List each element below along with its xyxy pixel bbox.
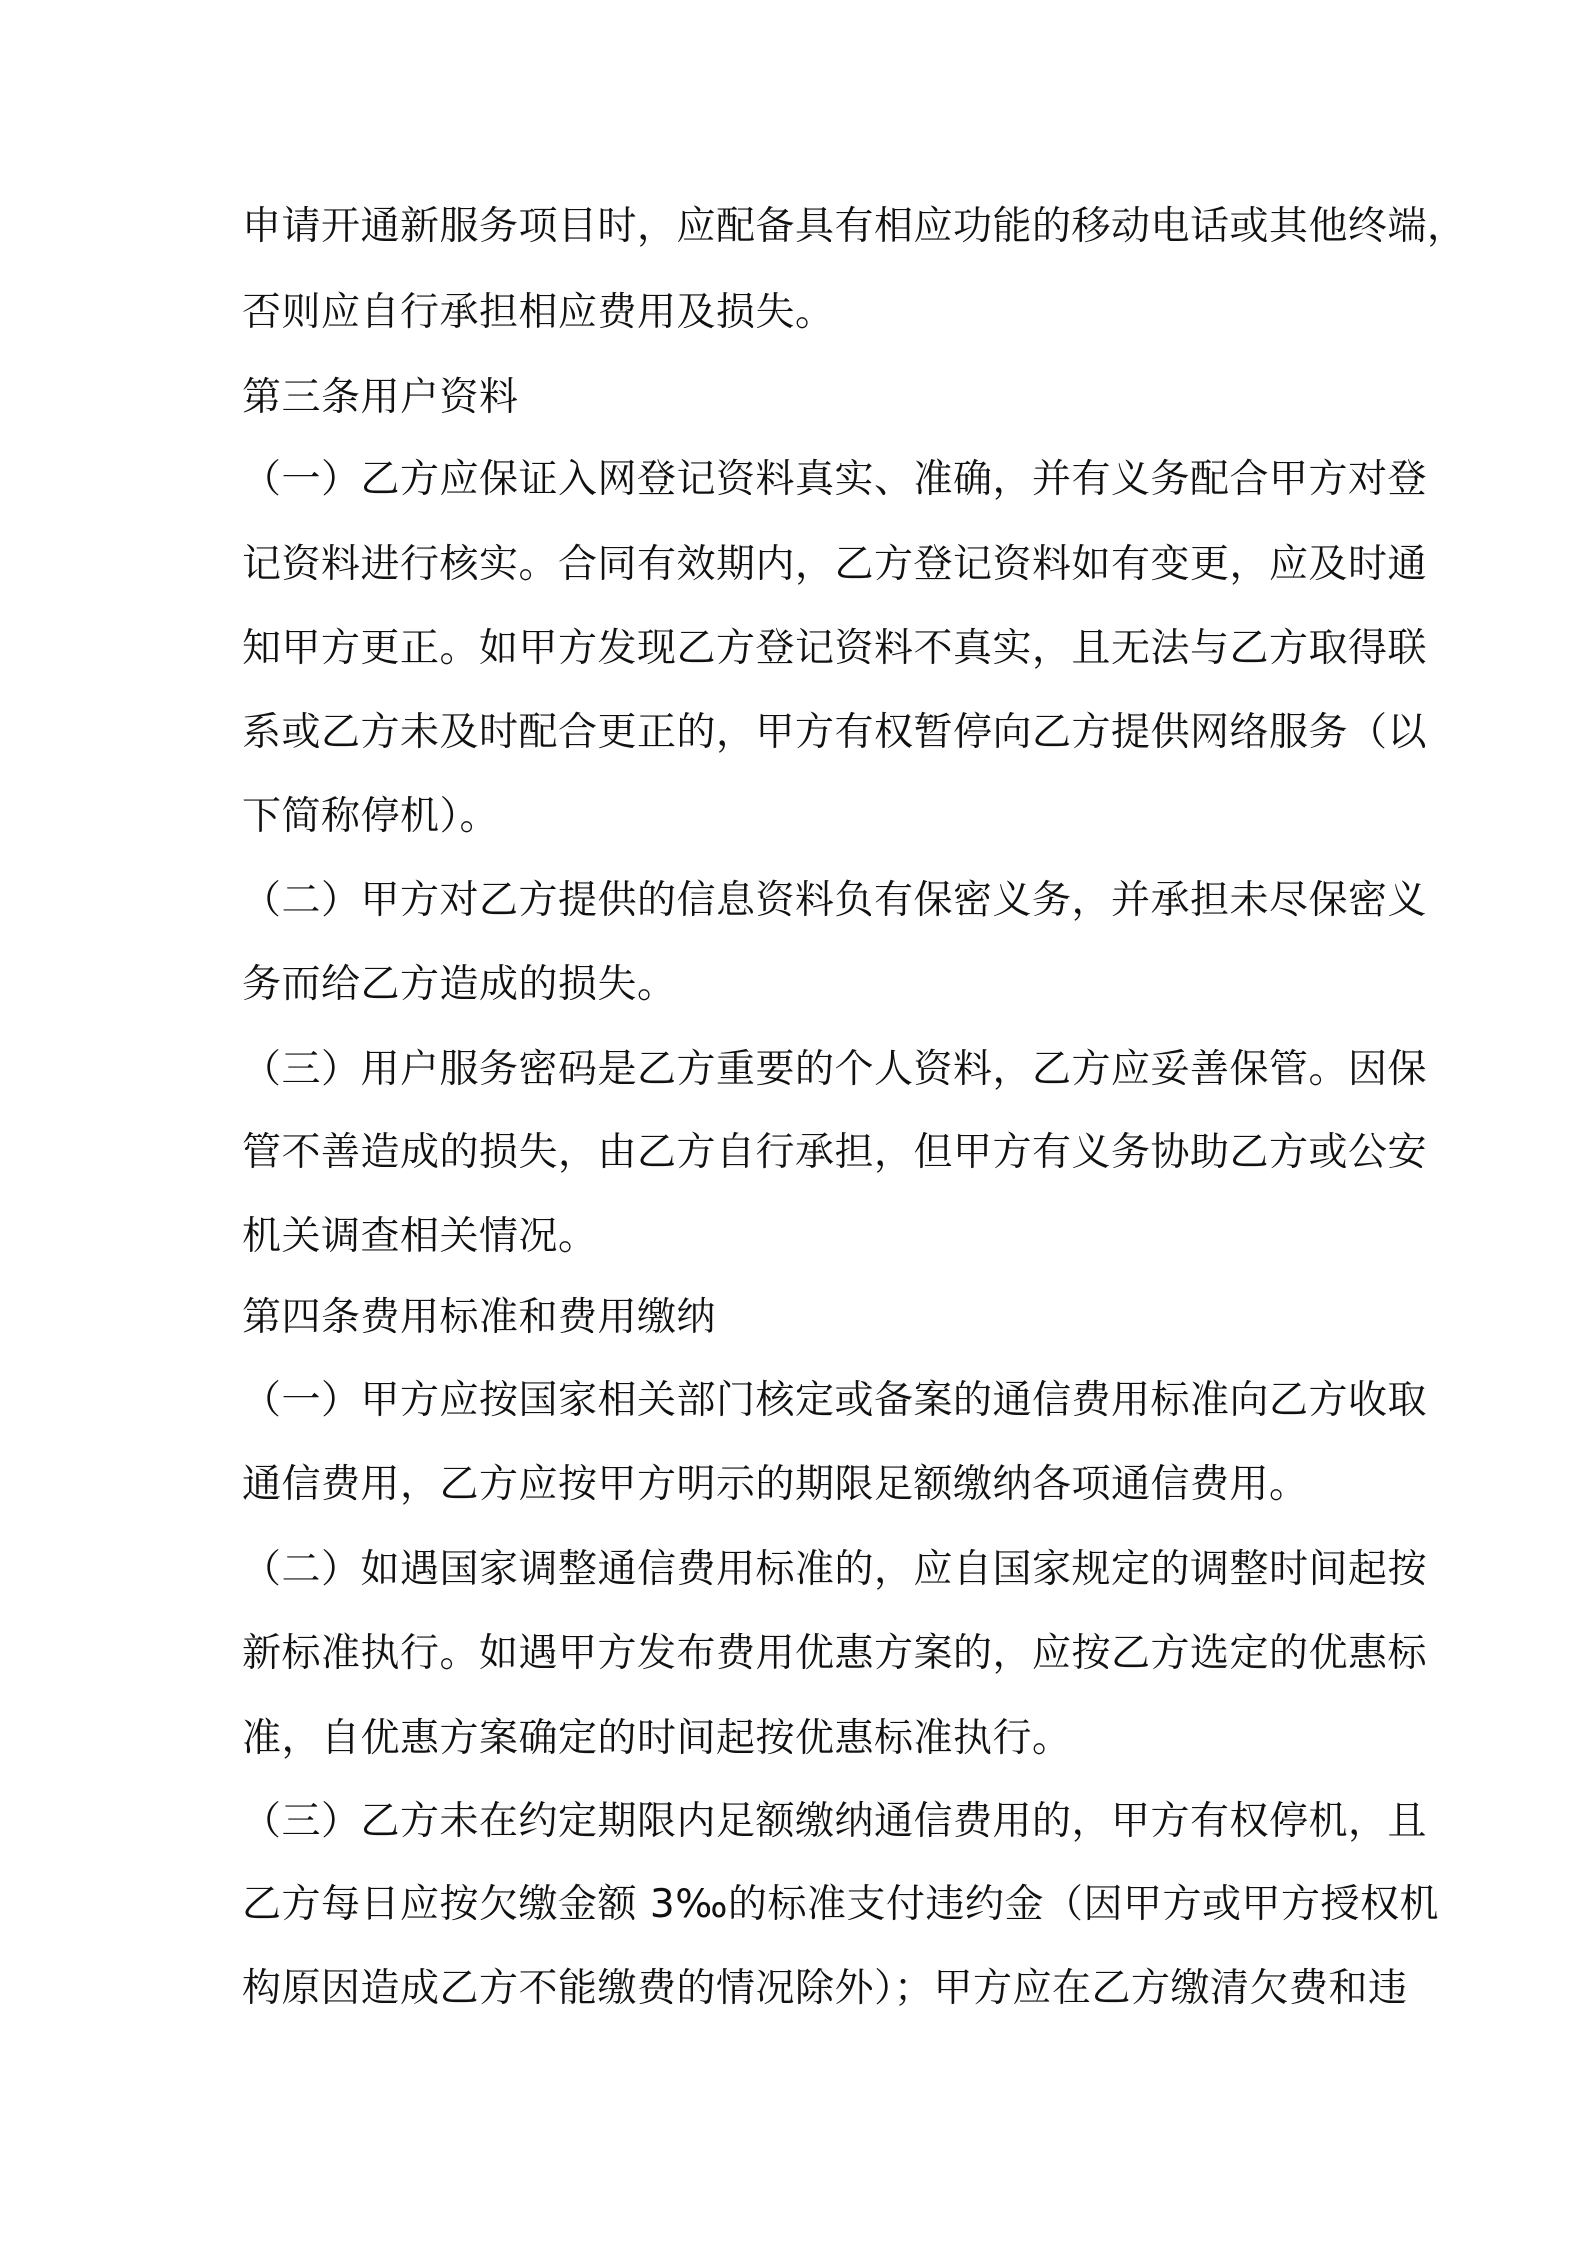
section-heading: 第四条费用标准和费用缴纳 [242, 1295, 717, 1340]
body-text-line: 务而给乙方造成的损失。 [242, 962, 677, 1007]
section-heading: 第三条用户资料 [242, 375, 519, 420]
body-text-line: 管不善造成的损失，由乙方自行承担，但甲方有义务协助乙方或公安 [242, 1130, 1428, 1175]
body-text-line: （三）乙方未在约定期限内足额缴纳通信费用的，甲方有权停机，且 [242, 1799, 1428, 1844]
body-text-line: 系或乙方未及时配合更正的，甲方有权暂停向乙方提供网络服务（以 [242, 710, 1428, 755]
body-text-line: 否则应自行承担相应费用及损失。 [242, 290, 835, 335]
body-text-line: （一）乙方应保证入网登记资料真实、准确，并有义务配合甲方对登 [242, 457, 1428, 502]
body-text-line: 通信费用，乙方应按甲方明示的期限足额缴纳各项通信费用。 [242, 1462, 1309, 1507]
body-text-line: 准，自优惠方案确定的时间起按优惠标准执行。 [242, 1716, 1072, 1761]
body-text-line: （二）如遇国家调整通信费用标准的，应自国家规定的调整时间起按 [242, 1547, 1428, 1592]
body-text-line: 记资料进行核实。合同有效期内，乙方登记资料如有变更，应及时通 [242, 542, 1428, 587]
body-text-line: 知甲方更正。如甲方发现乙方登记资料不真实，且无法与乙方取得联 [242, 626, 1428, 671]
body-text-line: 下简称停机）。 [242, 794, 500, 839]
body-text-line: （三）用户服务密码是乙方重要的个人资料，乙方应妥善保管。因保 [242, 1047, 1428, 1092]
body-text-line: 新标准执行。如遇甲方发布费用优惠方案的，应按乙方选定的优惠标 [242, 1631, 1428, 1676]
body-text-line: 机关调查相关情况。 [242, 1214, 598, 1259]
body-text-line: （二）甲方对乙方提供的信息资料负有保密义务，并承担未尽保密义 [242, 878, 1428, 923]
body-text-line: 申请开通新服务项目时，应配备具有相应功能的移动电话或其他终端， [242, 204, 1467, 249]
body-text-line: （一）甲方应按国家相关部门核定或备案的通信费用标准向乙方收取 [242, 1378, 1428, 1423]
body-text-line: 乙方每日应按欠缴金额 3‰的标准支付违约金（因甲方或甲方授权机 [242, 1882, 1440, 1927]
body-text-line: 构原因造成乙方不能缴费的情况除外）；甲方应在乙方缴清欠费和违 [242, 1966, 1408, 2011]
